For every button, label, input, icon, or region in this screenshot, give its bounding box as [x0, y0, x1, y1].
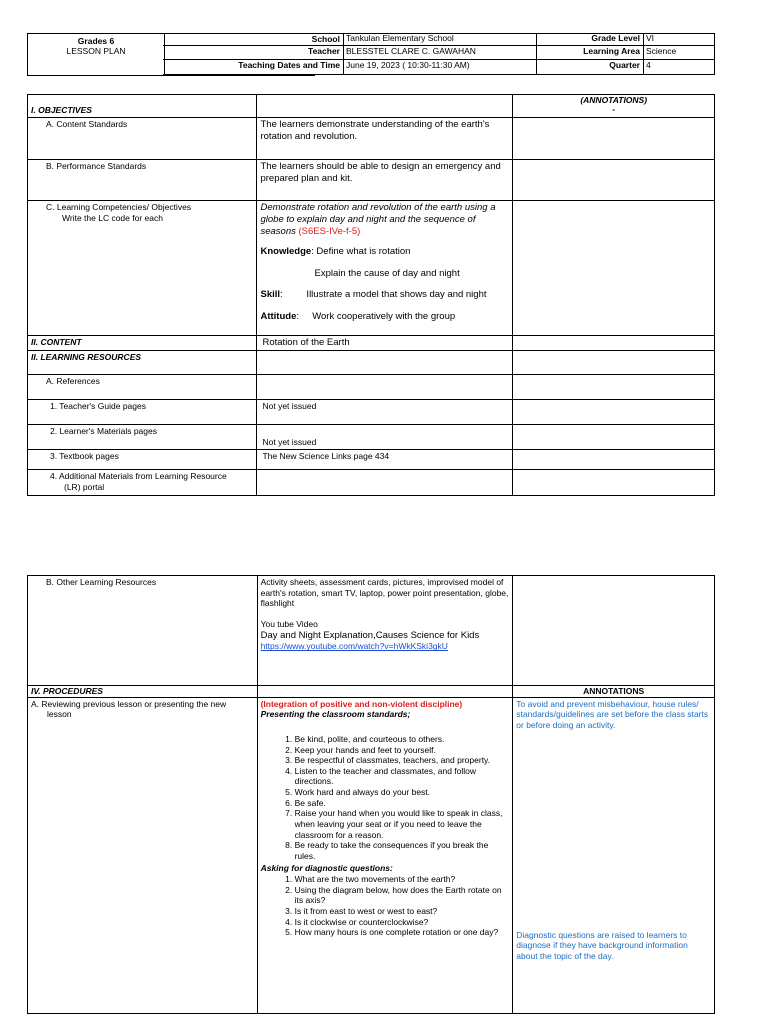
header-grid: [27, 33, 715, 75]
reviewing-label-line1: A. Reviewing previous lesson or presenting the new: [31, 698, 227, 709]
textbook-value: The New Science Links page 434: [257, 449, 513, 469]
standard-item: 6. Be safe.: [295, 798, 510, 809]
reviewing-content: [257, 697, 513, 1013]
grade-level-value2: VI: [643, 33, 715, 46]
lc-code: (S6ES-IVe-f-5): [298, 225, 361, 237]
video-label: You tube Video: [260, 618, 318, 629]
procedures-heading: IV. PROCEDURES: [28, 686, 258, 698]
content-value: Rotation of the Earth: [257, 336, 513, 351]
procedures-table: [27, 575, 715, 1014]
lc-text: Demonstrate rotation and revolution of the earth using a globe to explain day and night and the sequence of seasons: [260, 202, 496, 237]
knowledge-label: Knowledge: [260, 245, 312, 257]
objectives-table: [27, 94, 715, 496]
content-standards-value: The learners demonstrate understanding of the earth's rotation and revolution.: [257, 118, 513, 160]
question-item: 4. Is it clockwise or counterclockwise?: [295, 917, 510, 928]
learning-competencies-value: [257, 201, 513, 336]
standard-item: 8. Be ready to take the consequences if you break the rules.: [295, 840, 510, 861]
grade-level-label2: Grade Level: [537, 33, 643, 46]
standard-item: 4. Listen to the teacher and classmates, and follow directions.: [295, 766, 510, 787]
learning-resources-heading: II. LEARNING RESOURCES: [28, 350, 257, 374]
question-item: 2. Using the diagram below, how does the Earth rotate on its axis?: [295, 885, 510, 906]
learners-materials-value: Not yet issued: [257, 424, 513, 449]
teachers-guide-label: 1. Teacher's Guide pages: [28, 399, 257, 424]
attitude-label: Attitude: [260, 311, 297, 323]
knowledge-value: : Define what is rotation: [311, 245, 411, 257]
video-title: Day and Night Explanation,Causes Science for Kids: [260, 629, 480, 641]
lesson-plan-title: LESSON PLAN: [66, 46, 126, 56]
lc-label-line1: C. Learning Competencies/ Objectives: [46, 202, 192, 212]
presenting-heading: Presenting the classroom standards;: [260, 709, 411, 720]
skill-label: Skill: [260, 289, 281, 301]
diagnostic-questions-list: [261, 874, 510, 938]
standard-item: 5. Work hard and always do your best.: [295, 787, 510, 798]
objectives-heading: I. OBJECTIVES: [28, 95, 257, 118]
knowledge-value-2: Explain the cause of day and night: [314, 267, 460, 279]
lc-label-line2: Write the LC code for each: [62, 212, 163, 223]
standard-item: 7. Raise your hand when you would like to speak in class, when leaving your seat or if you need to leave the classroom for a reason.: [295, 808, 510, 840]
question-item: 3. Is it from east to west or west to east?: [295, 906, 510, 917]
reviewing-label-line2: lesson: [47, 709, 72, 720]
am-label-line2: (LR) portal: [64, 481, 105, 492]
standard-item: 1. Be kind, polite, and courteous to others.: [295, 734, 510, 745]
teachers-guide-value: Not yet issued: [257, 399, 513, 424]
learning-area-label: Learning Area: [537, 46, 643, 60]
content-standards-label: A. Content Standards: [28, 118, 257, 160]
standard-item: 2. Keep your hands and feet to yourself.: [295, 745, 510, 756]
am-label-line1: 4. Additional Materials from Learning Resource: [50, 470, 227, 481]
quarter-label: Quarter: [609, 60, 640, 70]
learners-materials-label: 2. Learner's Materials pages: [28, 424, 257, 449]
video-link[interactable]: https://www.youtube.com/watch?v=hWkKSki3gkU: [260, 641, 448, 652]
performance-standards-value: The learners should be able to design an emergency and prepared plan and kit.: [257, 160, 513, 201]
procedures-annotations: [513, 697, 715, 1013]
references-label: A. References: [28, 374, 257, 399]
annotation-diagnostic: Diagnostic questions are raised to learners to diagnose if they have background information about the topic of the day.: [516, 929, 688, 961]
asking-heading: Asking for diagnostic questions:: [260, 863, 393, 874]
annotation-discipline: To avoid and prevent misbehaviour, house rules/ standards/guidelines are set before the class starts or before doing an activity.: [516, 698, 709, 730]
reviewing-label: [28, 697, 258, 1013]
textbook-label: 3. Textbook pages: [28, 449, 257, 469]
quarter-value: 4: [646, 60, 651, 70]
question-item: 5. How many hours is one complete rotation or one day?: [295, 927, 510, 938]
school-label: School: [163, 33, 343, 46]
annotations-heading: [513, 95, 715, 118]
other-resources-text: Activity sheets, assessment cards, pictures, improvised model of earth's rotation, smart TV, laptop, power point presentation, globe, flashlight: [260, 577, 509, 609]
dates-value: June 19, 2023 ( 10:30-11:30 AM): [346, 60, 470, 70]
learning-area-value: Science: [643, 46, 715, 60]
skill-value: : Illustrate a model that shows day and night: [280, 289, 487, 301]
standard-item: 3. Be respectful of classmates, teachers, and property.: [295, 755, 510, 766]
annotations-heading-text: (ANNOTATIONS): [580, 95, 648, 105]
integration-note: (Integration of positive and non-violent discipline): [260, 698, 463, 709]
other-resources-label: B. Other Learning Resources: [28, 576, 258, 686]
content-heading: II. CONTENT: [28, 336, 257, 351]
other-resources-value: [257, 576, 513, 686]
question-item: 1. What are the two movements of the earth?: [295, 874, 510, 885]
objectives-blank: [257, 95, 513, 118]
attitude-value: : Work cooperatively with the group: [296, 311, 456, 323]
additional-materials-label: [28, 469, 257, 495]
teacher-value: BLESSTEL CLARE C. GAWAHAN: [343, 46, 537, 60]
learning-competencies-label: [28, 201, 257, 336]
classroom-standards-list: [261, 734, 510, 862]
performance-standards-label: B. Performance Standards: [28, 160, 257, 201]
grades-title: Grades 6: [77, 36, 115, 46]
school-value: Tankulan Elementary School: [343, 33, 537, 46]
teacher-label: Teacher: [163, 46, 343, 60]
dates-label: Teaching Dates and Time: [163, 60, 343, 75]
annotations-dash: -: [612, 104, 616, 115]
procedures-annotations-heading: ANNOTATIONS: [513, 686, 715, 698]
